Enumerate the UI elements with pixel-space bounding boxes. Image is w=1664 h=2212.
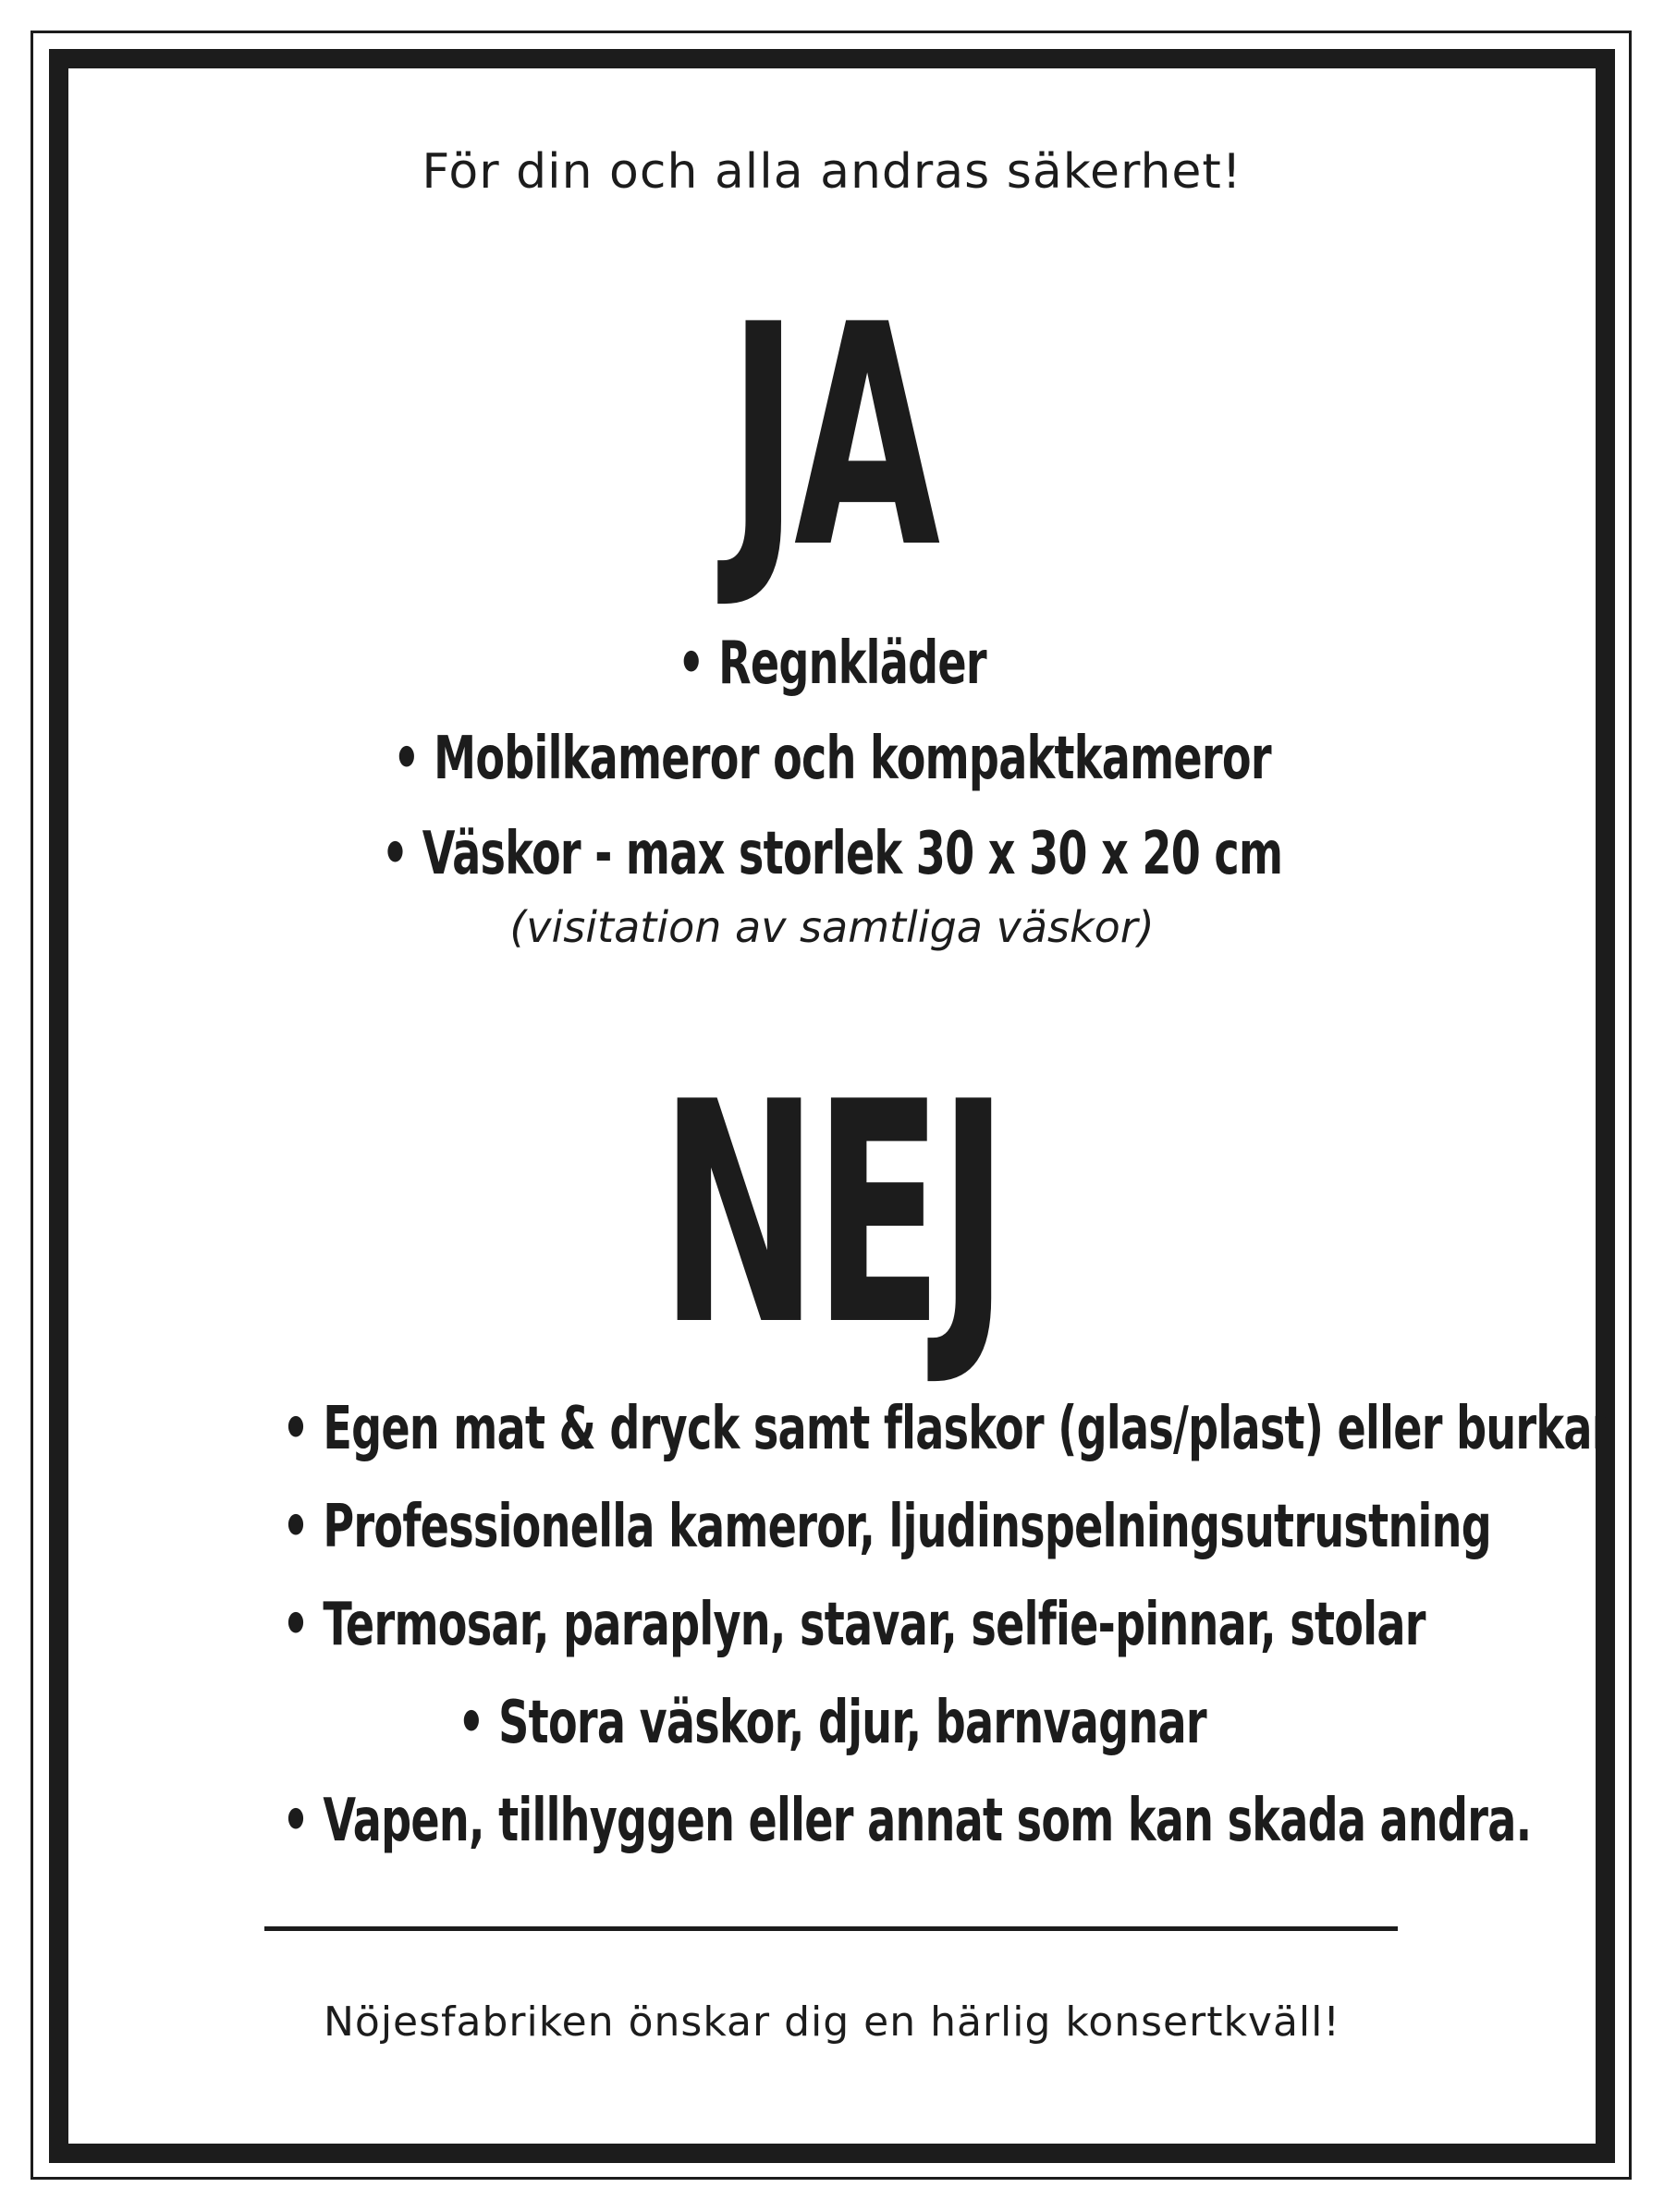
sign-content <box>68 68 1612 2144</box>
divider-line <box>264 1926 1398 1931</box>
ja-heading: JA <box>728 260 936 615</box>
nej-item-thermoses-umbrellas: • Termosar, paraplyn, stavar, selfie-pinnar, stolar <box>282 1591 1425 1659</box>
nej-item-large-bags-animals: • Stora väskor, djur, barnvagnar <box>458 1689 1206 1757</box>
ja-item-rain-clothes: • Regnkläder <box>678 629 986 698</box>
nej-heading: NEJ <box>659 1037 1005 1392</box>
nej-item-food-drink: • Egen mat & dryck samt flaskor (glas/plast) eller burkar <box>282 1395 1612 1463</box>
safety-subtitle: För din och alla andras säkerhet! <box>422 144 1242 200</box>
nej-item-weapons: • Vapen, tillhyggen eller annat som kan skada andra. <box>282 1787 1532 1855</box>
ja-bag-inspection-note: (visitation av samtliga väskor) <box>509 902 1155 952</box>
ja-item-bags: • Väskor - max storlek 30 x 30 x 20 cm <box>381 820 1283 888</box>
ja-item-cameras: • Mobilkameror och kompaktkameror <box>393 725 1271 793</box>
footer-message: Nöjesfabriken önskar dig en härlig konsertkväll! <box>323 1998 1341 2046</box>
nej-item-professional-cameras: • Professionella kameror, ljudinspelningsutrustning <box>282 1493 1491 1561</box>
